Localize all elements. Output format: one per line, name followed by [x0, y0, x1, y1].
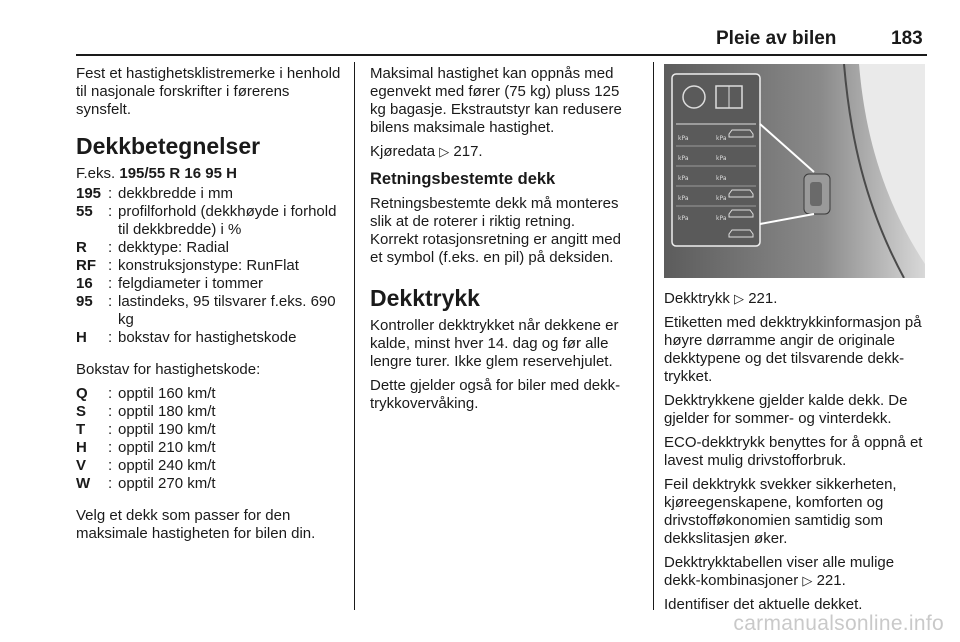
- column-1: [76, 65, 348, 549]
- heading-dekktrykk: Dekktrykk: [370, 285, 480, 311]
- ret-paragraph-2: Korrekt rotasjonsretning er angitt med et symbol (f.eks. en pil) på deksiden.: [370, 231, 621, 266]
- ref-kjoredata-text: Kjøredata: [370, 143, 436, 160]
- max-speed-paragraph: Maksimal hastighet kan oppnås med egenvekt med fører (75 kg) pluss 125 kg bagasje. Ekstrautstyr kan redusere bilens maksimale hastighet.: [370, 65, 622, 136]
- speed-code-key: W: [76, 475, 91, 492]
- col3-paragraph-6: Identifiser det aktuelle dekket.: [664, 596, 863, 613]
- designation-key: 195: [76, 185, 102, 202]
- designation-value: dekkbredde i mm: [118, 185, 234, 202]
- designation-key: RF: [76, 257, 96, 274]
- designation-value: felgdiameter i tommer: [118, 275, 264, 292]
- svg-text:kPa: kPa: [716, 215, 727, 222]
- col3-paragraph-5: [664, 554, 926, 590]
- ref-dekktrykk: [664, 290, 926, 308]
- example-label: F.eks.: [76, 165, 116, 182]
- designation-colon: :: [108, 257, 113, 274]
- speed-code-colon: :: [108, 439, 113, 456]
- speed-code-key: V: [76, 457, 87, 474]
- designation-value: dekktype: Radial: [118, 239, 229, 256]
- dekktrykk-paragraph-2: Dette gjelder også for biler med dekktrykkovervåking.: [370, 377, 621, 412]
- col3-paragraph-5-text: Dekktrykktabellen viser alle mulige dekk-kombinasjoner: [664, 554, 895, 589]
- speed-code-colon: :: [108, 403, 113, 420]
- watermark: carmanualsonline.info: [733, 612, 944, 635]
- designation-key: 55: [76, 203, 93, 220]
- svg-text:kPa: kPa: [716, 195, 727, 202]
- tire-pressure-label-photo: [664, 64, 925, 278]
- designation-colon: :: [108, 239, 113, 256]
- speed-code-value: opptil 240 km/t: [118, 457, 216, 474]
- svg-text:kPa: kPa: [678, 215, 689, 222]
- arrow-right-icon: ▷: [802, 573, 813, 588]
- speed-code-colon: :: [108, 421, 113, 438]
- designation-key: 16: [76, 275, 93, 292]
- speed-code-list: [76, 385, 348, 493]
- designation-colon: :: [108, 275, 113, 292]
- col3-paragraph-5-page[interactable]: 221.: [816, 572, 846, 589]
- svg-text:kPa: kPa: [716, 175, 727, 182]
- ref-kjoredata: [370, 143, 632, 161]
- column-3: [664, 290, 926, 620]
- speed-code-key: T: [76, 421, 86, 438]
- arrow-right-icon: ▷: [439, 144, 450, 159]
- header-rule: [76, 54, 927, 56]
- designation-colon: :: [108, 293, 113, 310]
- speed-code-colon: :: [108, 475, 113, 492]
- speed-code-key: Q: [76, 385, 88, 402]
- designation-colon: :: [108, 203, 113, 220]
- ref-kjoredata-page[interactable]: 217.: [453, 143, 483, 160]
- designation-value: profilforhold (dekkhøyde i forhold til dekkbredde) i %: [118, 203, 337, 238]
- outro-paragraph: Velg et dekk som passer for den maksimale hastigheten for bilen din.: [76, 507, 316, 542]
- svg-text:kPa: kPa: [678, 135, 689, 142]
- dekktrykk-paragraph-1: Kontroller dekktrykket når dekkene er kalde, minst hver 14. dag og før alle lengre turer. Ikke glem reservehjulet.: [370, 317, 619, 370]
- col3-paragraph-2: Dekktrykkene gjelder kalde dekk. De gjelder for sommer- og vinterdekk.: [664, 392, 908, 427]
- designation-value: bokstav for hastighetskode: [118, 329, 297, 346]
- speed-code-colon: :: [108, 385, 113, 402]
- tire-designation-list: [76, 185, 348, 347]
- speed-code-value: opptil 210 km/t: [118, 439, 216, 456]
- example-value: 195/55 R 16 95 H: [119, 165, 237, 182]
- speed-code-key: S: [76, 403, 87, 420]
- svg-text:kPa: kPa: [678, 195, 689, 202]
- ret-paragraph-1: Retningsbestemte dekk må monteres slik at de roterer i riktig retning.: [370, 195, 619, 230]
- svg-text:kPa: kPa: [678, 175, 689, 182]
- heading-dekkbetegnelser: Dekkbetegnelser: [76, 133, 261, 159]
- speed-code-key: H: [76, 439, 87, 456]
- speed-code-colon: :: [108, 457, 113, 474]
- designation-key: R: [76, 239, 87, 256]
- designation-value: konstruksjonstype: RunFlat: [118, 257, 299, 274]
- column-2: [370, 65, 632, 419]
- col3-paragraph-1: Etiketten med dekktrykkinformasjon på høyre dørramme angir de originale dekktypene og det tilsvarende dekktrykket.: [664, 314, 922, 385]
- designation-key: H: [76, 329, 87, 346]
- speed-intro: Bokstav for hastighetskode:: [76, 361, 261, 378]
- designation-value: lastindeks, 95 tilsvarer f.eks. 690 kg: [118, 293, 336, 328]
- example-line: [76, 165, 348, 183]
- speed-code-value: opptil 190 km/t: [118, 421, 216, 438]
- ref-dekktrykk-page[interactable]: 221.: [748, 290, 778, 307]
- heading-retningsbestemte: Retningsbestemte dekk: [370, 170, 556, 188]
- designation-colon: :: [108, 185, 113, 202]
- arrow-right-icon: ▷: [734, 291, 745, 306]
- speed-code-value: opptil 160 km/t: [118, 385, 216, 402]
- svg-text:kPa: kPa: [678, 155, 689, 162]
- speed-code-value: opptil 270 km/t: [118, 475, 216, 492]
- page-header-title: Pleie av bilen: [716, 28, 837, 49]
- col3-paragraph-3: ECO-dekktrykk benyttes for å oppnå et lavest mulig drivstofforbruk.: [664, 434, 923, 469]
- svg-text:kPa: kPa: [716, 135, 727, 142]
- col3-paragraph-4: Feil dekktrykk svekker sikkerheten, kjøreegenskapene, komforten og drivstofføkonomien samtidig som dekkslitasjen øker.: [664, 476, 897, 547]
- designation-key: 95: [76, 293, 93, 310]
- svg-text:kPa: kPa: [716, 155, 727, 162]
- intro-paragraph: Fest et hastighetsklistremerke i henhold til nasjonale forskrifter i førerens synsfelt.: [76, 65, 341, 118]
- page-number: 183: [891, 28, 923, 49]
- column-divider-2: [653, 62, 654, 610]
- speed-code-value: opptil 180 km/t: [118, 403, 216, 420]
- ref-dekktrykk-text: Dekktrykk: [664, 290, 730, 307]
- designation-colon: :: [108, 329, 113, 346]
- column-divider-1: [354, 62, 355, 610]
